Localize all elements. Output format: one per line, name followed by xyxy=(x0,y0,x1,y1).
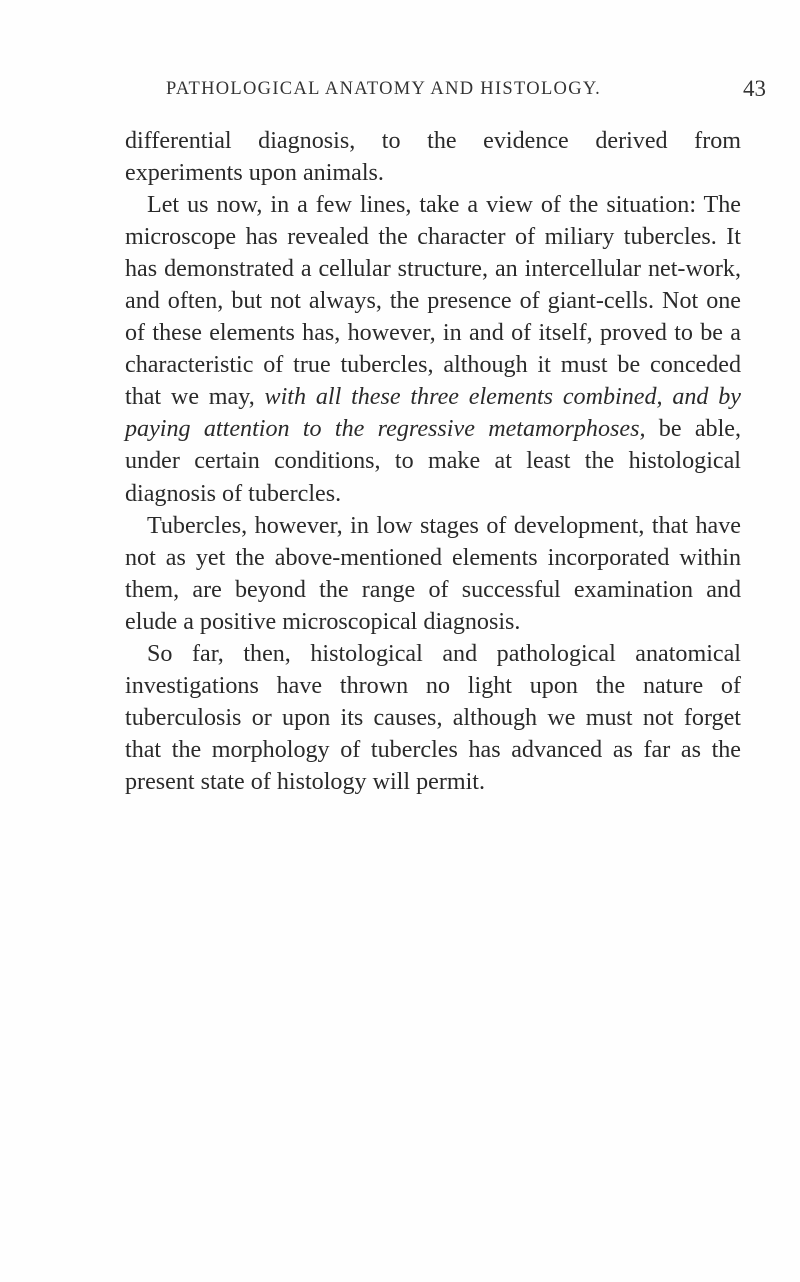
italic-emphasis: with all these three elements combined, and by paying attention to the regressive metamorphoses, xyxy=(125,384,742,443)
page-header xyxy=(146,76,776,109)
page-number: 43 xyxy=(743,76,766,101)
body-text xyxy=(125,125,741,798)
paragraph-continued: differential diagnosis, to the evidence derived from experiments upon animals. xyxy=(125,128,741,187)
running-head: PATHOLOGICAL ANATOMY AND HISTOLOGY. xyxy=(166,79,602,99)
paragraph-low-stages: Tubercles, however, in low stages of development, that have not as yet the above-mentioned elements incorporated within them, are beyond the range of successful examination and elude a positive microscopical diagnosis. xyxy=(125,512,741,635)
paragraph-text: be able, under certain conditions, to make at least the histological diagnosis of tubercles. xyxy=(125,416,741,507)
paragraph-conclusion: So far, then, histological and pathological anatomical investigations have thrown no light upon the nature of tuberculosis or upon its causes, although we must not forget that the morphology of tubercles has advanced as far as the present state of histology will permit. xyxy=(125,640,741,795)
paragraph-text: Let us now, in a few lines, take a view of the situation: The microscope has revealed the character of miliary tubercles. It has demonstrated a cellular structure, an intercellular net-work, and often, but not always, the presence of giant-cells. Not one of these elements has, however, in and of itself, proved to be a characteristic of true tubercles, although it must be conceded that we may, xyxy=(125,192,741,411)
paragraph-situation xyxy=(125,189,741,509)
